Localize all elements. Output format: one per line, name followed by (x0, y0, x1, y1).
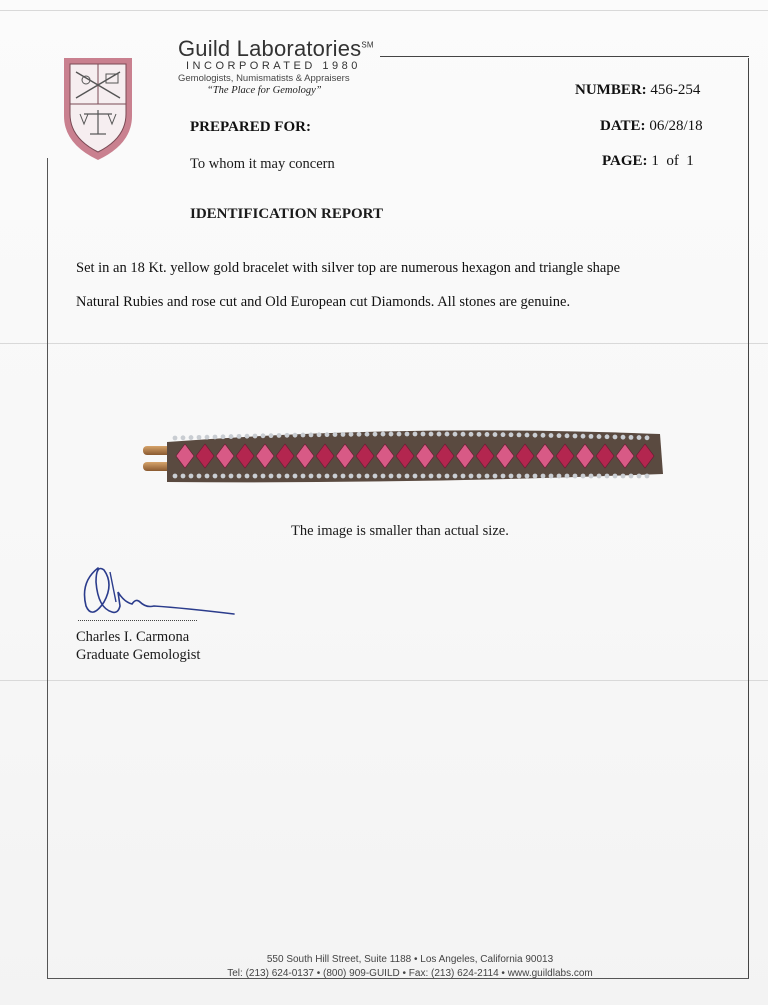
incorporated-line: INCORPORATED 1980 (186, 60, 361, 72)
diamond-stone (565, 474, 570, 479)
diamond-stone (509, 474, 514, 479)
diamond-stone (365, 474, 370, 479)
diamond-stone (197, 435, 202, 440)
diamond-stone (517, 432, 522, 437)
signer-block (76, 628, 200, 664)
diamond-stone (421, 432, 426, 437)
diamond-stone (341, 474, 346, 479)
date-value: 06/28/18 (649, 118, 703, 134)
diamond-stone (381, 432, 386, 437)
diamond-stone (253, 474, 258, 479)
report-title: IDENTIFICATION REPORT (190, 206, 383, 222)
diamond-stone (421, 474, 426, 479)
diamond-stone (229, 474, 234, 479)
diamond-stone (381, 474, 386, 479)
diamond-stone (549, 474, 554, 479)
slogan: “The Place for Gemology” (207, 85, 322, 96)
diamond-stone (269, 474, 274, 479)
signer-title: Graduate Gemologist (76, 647, 201, 663)
diamond-stone (389, 474, 394, 479)
diamond-stone (229, 434, 234, 439)
diamond-stone (429, 474, 434, 479)
diamond-stone (533, 433, 538, 438)
number-label: NUMBER: (575, 82, 647, 98)
frame-border (47, 158, 48, 978)
diamond-stone (397, 432, 402, 437)
diamond-stone (293, 433, 298, 438)
diamond-stone (493, 474, 498, 479)
diamond-stone (613, 474, 618, 479)
date-label: DATE: (600, 118, 646, 134)
diamond-stone (557, 474, 562, 479)
diamond-stone (541, 433, 546, 438)
diamond-stone (453, 432, 458, 437)
company-name: Guild Laboratories℠ (178, 36, 374, 61)
diamond-stone (181, 435, 186, 440)
diamond-stone (325, 432, 330, 437)
prepared-for-label: PREPARED FOR: (190, 119, 311, 135)
diamond-stone (525, 474, 530, 479)
report-date (600, 118, 703, 135)
description-line-1: Set in an 18 Kt. yellow gold bracelet with silver top are numerous hexagon and triangle shape (76, 260, 621, 276)
image-caption: The image is smaller than actual size. (291, 523, 509, 539)
diamond-stone (245, 434, 250, 439)
diamond-stone (437, 432, 442, 437)
diamond-stone (285, 433, 290, 438)
fold-line (0, 343, 768, 344)
diamond-stone (317, 432, 322, 437)
diamond-stone (189, 474, 194, 479)
diamond-stone (453, 474, 458, 479)
diamond-stone (301, 474, 306, 479)
diamond-stone (605, 434, 610, 439)
diamond-stone (357, 474, 362, 479)
recipient: To whom it may concern (190, 156, 335, 172)
diamond-stone (621, 435, 626, 440)
crest-logo-icon (60, 52, 136, 164)
bracelet-photo (135, 420, 670, 500)
diamond-stone (597, 434, 602, 439)
report-number (575, 82, 700, 99)
diamond-stone (541, 474, 546, 479)
diamond-stone (189, 435, 194, 440)
diamond-stone (285, 474, 290, 479)
diamond-stone (573, 474, 578, 479)
page-value: 1 of 1 (651, 153, 694, 169)
diamond-stone (637, 435, 642, 440)
diamond-stone (205, 474, 210, 479)
diamond-stone (461, 474, 466, 479)
diamond-stone (557, 433, 562, 438)
diamond-stone (277, 433, 282, 438)
diamond-stone (573, 434, 578, 439)
diamond-stone (645, 474, 650, 479)
diamond-stone (357, 432, 362, 437)
diamond-stone (397, 474, 402, 479)
diamond-stone (509, 432, 514, 437)
diamond-stone (493, 432, 498, 437)
frame-border (380, 56, 749, 57)
diamond-stone (405, 432, 410, 437)
diamond-stone (501, 474, 506, 479)
diamond-stone (437, 474, 442, 479)
diamond-stone (309, 474, 314, 479)
frame-border (748, 58, 749, 978)
diamond-stone (477, 474, 482, 479)
signature-icon (74, 562, 239, 622)
diamond-stone (277, 474, 282, 479)
diamond-stone (181, 474, 186, 479)
diamond-stone (301, 433, 306, 438)
diamond-stone (373, 474, 378, 479)
diamond-stone (581, 434, 586, 439)
diamond-stone (413, 432, 418, 437)
page-number (602, 153, 694, 170)
diamond-stone (173, 436, 178, 441)
diamond-stone (365, 432, 370, 437)
diamond-stone (517, 474, 522, 479)
footer-address: 550 South Hill Street, Suite 1188 • Los Angeles, California 90013 (266, 954, 554, 965)
diamond-stone (237, 434, 242, 439)
diamond-stone (533, 474, 538, 479)
diamond-stone (269, 433, 274, 438)
diamond-stone (469, 474, 474, 479)
diamond-stone (429, 432, 434, 437)
diamond-stone (461, 432, 466, 437)
diamond-stone (173, 474, 178, 479)
diamond-stone (629, 435, 634, 440)
diamond-stone (349, 474, 354, 479)
diamond-stone (613, 435, 618, 440)
diamond-stone (405, 474, 410, 479)
diamond-stone (549, 433, 554, 438)
fold-line (0, 680, 768, 681)
diamond-stone (325, 474, 330, 479)
number-value: 456-254 (650, 82, 701, 98)
diamond-stone (445, 432, 450, 437)
diamond-stone (205, 435, 210, 440)
diamond-stone (589, 474, 594, 479)
footer-contact: Tel: (213) 624-0137 • (800) 909-GUILD • Fax: (213) 624-2114 • www.guildlabs.com (227, 968, 593, 979)
diamond-stone (597, 474, 602, 479)
description-line-2: Natural Rubies and rose cut and Old European cut Diamonds. All stones are genuine. (76, 294, 571, 310)
services-line: Gemologists, Numismatists & Appraisers (178, 73, 350, 84)
diamond-stone (349, 432, 354, 437)
diamond-stone (317, 474, 322, 479)
diamond-stone (253, 434, 258, 439)
diamond-stone (333, 432, 338, 437)
diamond-stone (621, 474, 626, 479)
diamond-stone (341, 432, 346, 437)
diamond-stone (221, 434, 226, 439)
diamond-stone (261, 474, 266, 479)
diamond-stone (389, 432, 394, 437)
diamond-stone (221, 474, 226, 479)
signer-name: Charles I. Carmona (76, 629, 190, 645)
diamond-stone (213, 435, 218, 440)
diamond-stone (477, 432, 482, 437)
diamond-stone (485, 474, 490, 479)
diamond-stone (373, 432, 378, 437)
diamond-stone (469, 432, 474, 437)
signature-line (78, 620, 197, 621)
diamond-stone (245, 474, 250, 479)
diamond-stone (637, 474, 642, 479)
diamond-stone (309, 432, 314, 437)
diamond-stone (445, 474, 450, 479)
diamond-stone (605, 474, 610, 479)
diamond-stone (293, 474, 298, 479)
diamond-stone (261, 433, 266, 438)
diamond-stone (501, 432, 506, 437)
page-label: PAGE: (602, 153, 648, 169)
diamond-stone (213, 474, 218, 479)
diamond-stone (629, 474, 634, 479)
diamond-stone (589, 434, 594, 439)
diamond-stone (413, 474, 418, 479)
fold-line (0, 10, 768, 11)
diamond-stone (525, 433, 530, 438)
diamond-stone (333, 474, 338, 479)
diamond-stone (197, 474, 202, 479)
diamond-stone (565, 433, 570, 438)
diamond-stone (237, 474, 242, 479)
diamond-stone (485, 432, 490, 437)
diamond-stone (645, 435, 650, 440)
diamond-stone (581, 474, 586, 479)
service-mark: SM (361, 40, 374, 50)
